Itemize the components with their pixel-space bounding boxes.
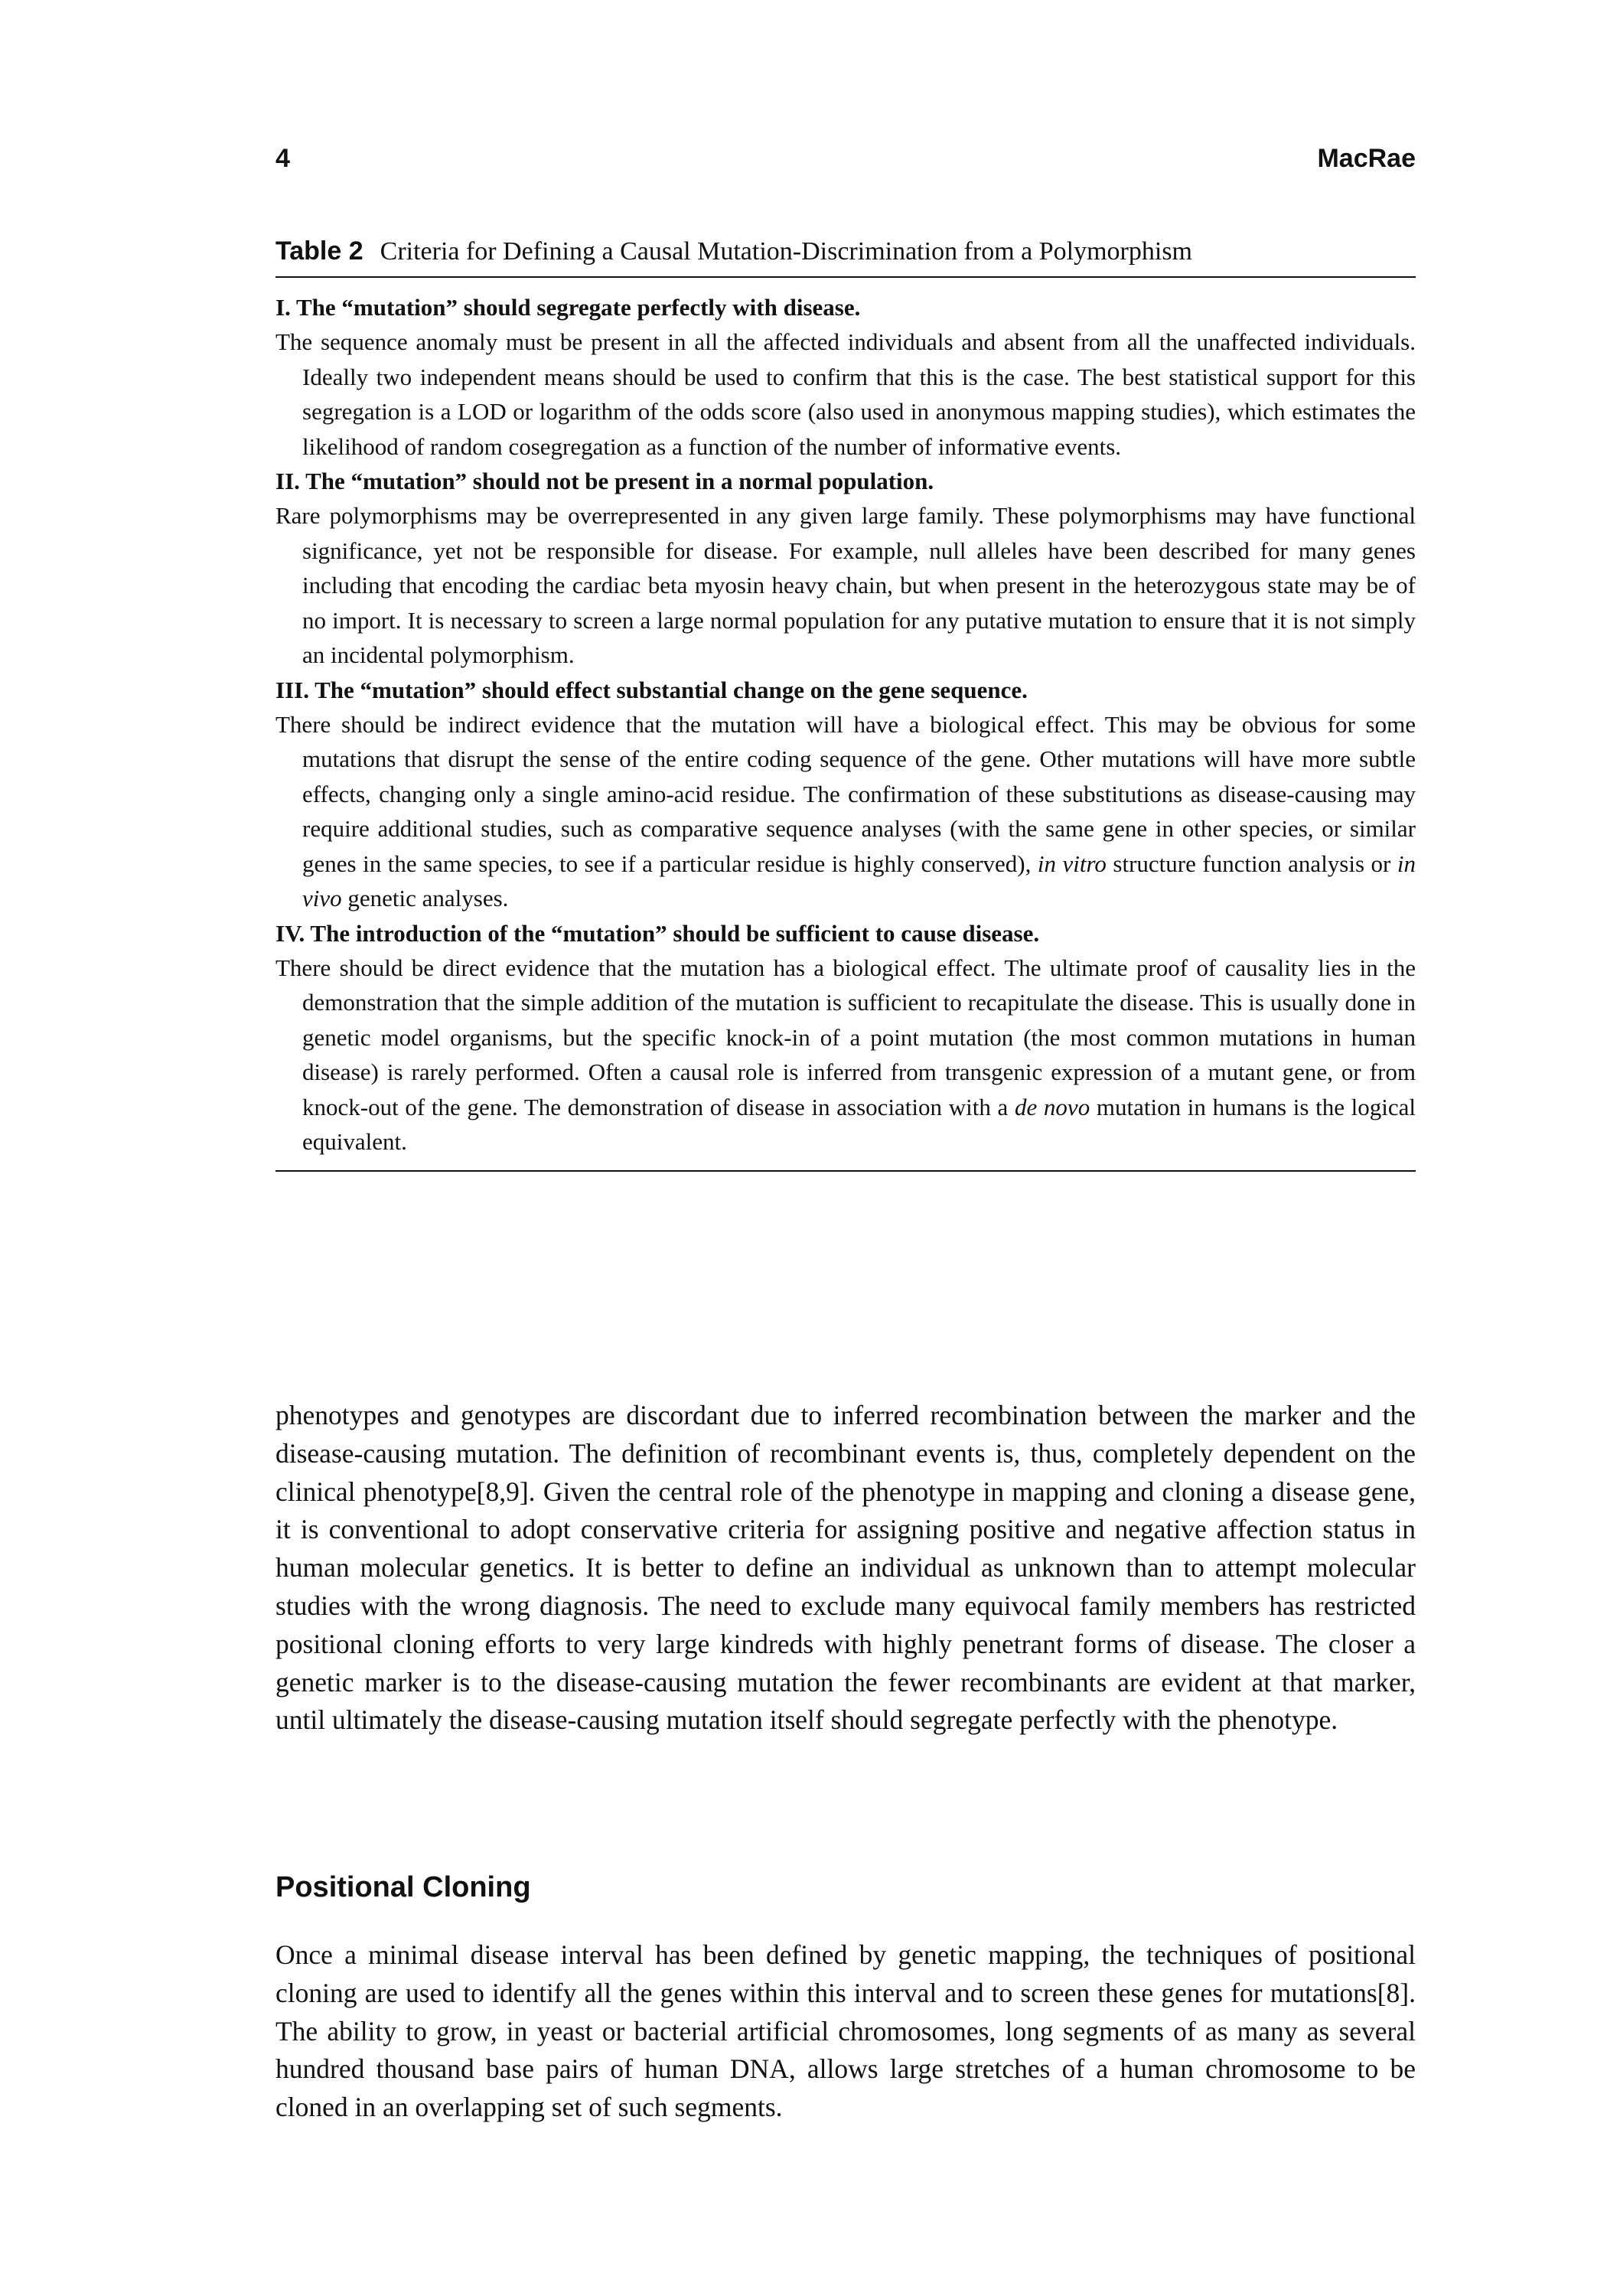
criterion-text: There should be direct evidence that the mutation has a biological effect. The ultimate proof of causality lies in the demonstration that the simple addition of the mutation is sufficient to recapitulate the disease. This is usually done in genetic model organisms, but the specific knock-in of a point mutation (the most common mutations in human disease) is rarely performed. Often a causal role is inferred from transgenic expression of a mutant gene, or from knock-out of the gene. The demonstration of disease in association with a: [275, 954, 1416, 1120]
criterion-text: genetic analyses.: [341, 885, 509, 912]
running-head-author: MacRae: [1317, 144, 1416, 173]
table-label: Table 2: [275, 236, 363, 266]
criterion-text: There should be indirect evidence that the mutation will have a biological effect. This may be obvious for some mutations that disrupt the sense of the entire coding sequence of the gene. Other mutations will have more subtle effects, changing only a single amino-acid residue. The confirmation of these substitutions as disease-causing may require additional studies, such as comparative sequence analyses (with the same gene in other species, or similar genes in the same species, to see if a particular residue is highly conserved),: [275, 710, 1416, 877]
criterion-1: [275, 290, 1416, 464]
criteria-list: [275, 278, 1416, 1170]
body-paragraph: Once a minimal disease interval has been defined by genetic mapping, the techniques of positional cloning are used to identify all the genes within this interval and to screen these genes for mutations[8]. The ability to grow, in yeast or bacterial artificial chromosomes, long segments of as many as several hundred thousand base pairs of human DNA, allows large stretches of a human chromosome to be cloned in an overlapping set of such segments.: [275, 1939, 1416, 2123]
italic-term: in vitro: [1037, 850, 1107, 877]
section-heading: Positional Cloning: [275, 1871, 531, 1903]
criterion-body: The sequence anomaly must be present in all the affected individuals and absent from all the unaffected individuals. Ideally two independent means should be used to confirm that this is the case. The best statistical support for this segregation is a LOD or logarithm of the odds score (also used in anonymous mapping studies), which estimates the likelihood of random cosegregation as a function of the number of informative events.: [275, 328, 1416, 460]
criterion-body: [275, 707, 1416, 916]
page-number: 4: [275, 144, 290, 173]
body-paragraph: phenotypes and genotypes are discordant due to inferred recombination between the marker and the disease-causing mutation. The definition of recombinant events is, thus, completely dependent on the clinical phenotype[8,9]. Given the central role of the phenotype in mapping and cloning a disease gene, it is conventional to adopt conservative criteria for assigning positive and negative affection status in human molecular genetics. It is better to define an individual as unknown than to attempt molecular studies with the wrong diagnosis. The need to exclude many equivocal family members has restricted positional cloning efforts to very large kindreds with highly penetrant forms of disease. The closer a genetic marker is to the disease-causing mutation the fewer recombinants are evident at that marker, until ultimately the disease-causing mutation itself should segregate perfectly with the phenotype.: [275, 1400, 1416, 1736]
criterion-4: [275, 916, 1416, 1159]
criterion-text: mutation in humans is the logical equivalent.: [302, 1093, 1416, 1155]
criterion-body: [275, 951, 1416, 1159]
table-bottom-rule: [275, 1170, 1416, 1172]
body-paragraph-2-block: [275, 1936, 1416, 2127]
criterion-heading: II. The “mutation” should not be present in a normal population.: [275, 468, 934, 494]
criteria-table: [275, 233, 1416, 1172]
italic-term: in vivo: [302, 850, 1416, 912]
criterion-heading: IV. The introduction of the “mutation” should be sufficient to cause disease.: [275, 919, 1040, 947]
criterion-3: [275, 673, 1416, 916]
body-paragraph-1-block: [275, 1397, 1416, 1740]
criterion-body: Rare polymorphisms may be overrepresented in any given large family. These polymorphisms may have functional significance, yet not be responsible for disease. For example, null alleles have been described for many genes including that encoding the cardiac beta myosin heavy chain, but when present in the heterozygous state may be of no import. It is necessary to screen a large normal population for any putative mutation to ensure that it is not simply an incidental polymorphism.: [275, 502, 1416, 668]
criterion-heading: III. The “mutation” should effect substantial change on the gene sequence.: [275, 676, 1028, 703]
table-caption: [275, 233, 1416, 276]
italic-term: de novo: [1014, 1093, 1090, 1120]
table-title: Criteria for Defining a Causal Mutation-Discrimination from a Polymorphism: [380, 237, 1192, 266]
criterion-text: structure function analysis or: [1106, 850, 1397, 877]
criterion-2: [275, 464, 1416, 673]
running-head: [275, 144, 1416, 182]
criterion-heading: I. The “mutation” should segregate perfectly with disease.: [275, 294, 861, 321]
